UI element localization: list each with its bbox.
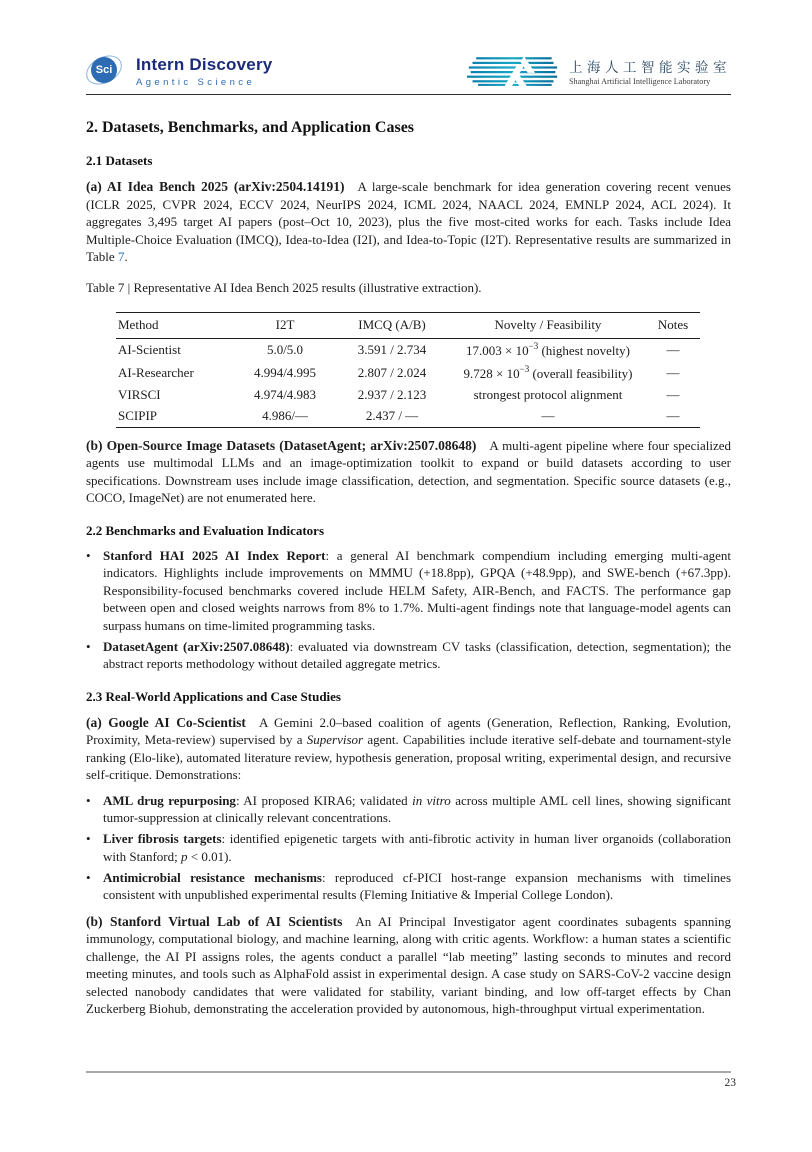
page-header — [86, 50, 731, 92]
paragraph-text: A multi-agent pipeline where four specialized agents use multimodal LLMs and an image-optimization toolkit to expand or build datasets according to user specifications. Downstream uses include image classification, detection, and segmentation. Specific source datasets (e.g., COCO, ImageNet) are not enumerated here. — [86, 437, 731, 505]
list-item — [86, 869, 731, 904]
table-caption: Table 7 | Representative AI Idea Bench 2025 results (illustrative extraction). — [86, 279, 482, 295]
cell-notes: — — [666, 387, 680, 402]
list-item-text: : identified epigenetic targets with anti-fibrotic activity in human liver organoids (collaboration with Stanford; — [103, 831, 731, 864]
lab-name-chinese: 上海人工智能实验室 — [569, 60, 731, 75]
subsection-2-1-heading: 2.1 Datasets — [86, 153, 153, 168]
cell-i2t: 4.974/4.983 — [253, 387, 317, 402]
cell-notes: — — [666, 342, 680, 357]
col-header-notes: Notes — [646, 312, 700, 338]
col-header-novelty: Novelty / Feasibility — [450, 312, 646, 338]
paragraph-text: agent. Capabilities include iterative self-debate and tournament-style ranking (Elo-like), automated literature review, hypothesis generation, proposal writing, experimental design, and recursive self-critique. Demonstrations: — [86, 732, 731, 782]
list-item-text: : evaluated via downstream CV tasks (classification, detection, segmentation); the abstract reports methodology without detailed aggregate metrics. — [103, 638, 731, 671]
section-title: 2. Datasets, Benchmarks, and Application Cases — [86, 119, 415, 136]
cell-novelty: — — [541, 408, 555, 423]
paragraph-lead: (a) AI Idea Bench 2025 (arXiv:2504.14191) — [86, 179, 345, 194]
paragraph-text: An AI Principal Investigator agent coordinates subagents spanning immunology, computational biology, and machine learning, along with critic agents. Workflow: a human states a scientific challenge, the AI PI assigns roles, the agents conduct a parallel “lab meeting” lasting seconds to minutes and record meeting minutes, and tools such as AlphaFold assist in experimental design. A case study on SARS-CoV-2 vaccine design selected nanobody candidates that were validated for stability, variant binding, and low off-target effects by Chan Zuckerberg Biohub, demonstrating the acceleration provided by autonomous, high-throughput virtual experimentation. — [86, 913, 731, 1016]
table-row — [116, 406, 700, 428]
list-item — [86, 638, 731, 673]
subsection-2-3-heading: 2.3 Real-World Applications and Case Studies — [86, 688, 341, 704]
list-item — [86, 792, 731, 827]
list-item-text: : AI proposed KIRA6; validated — [235, 792, 413, 808]
cell-i2t: 4.986/— — [262, 408, 308, 423]
list-item-lead: AML drug repurposing — [103, 792, 236, 808]
paragraph-stanford-virtual-lab — [86, 913, 731, 1018]
results-table — [116, 312, 700, 428]
paragraph-lead: (b) Open-Source Image Datasets (DatasetAgent; arXiv:2507.08648) — [86, 437, 477, 453]
cell-notes: — — [666, 408, 680, 423]
paragraph-lead: (b) Stanford Virtual Lab of AI Scientists — [86, 913, 343, 929]
cell-novelty: strongest protocol alignment — [473, 387, 623, 402]
table-row — [116, 338, 700, 362]
table-header-row — [116, 312, 700, 338]
italic-term: in vitro — [412, 792, 451, 808]
col-header-imcq: IMCQ (A/B) — [334, 312, 450, 338]
cell-notes: — — [666, 365, 680, 380]
list-item-text: : a general AI benchmark compendium including emerging multi-agent indicators. Highlights include improvements on MMMU (+18.8pp), GPQA (+48.9pp), and SWE-bench (+67.3pp). Responsibility-focused benchmarks covered include HELM Safety, AIR-Bench, and FACTS. The performance gap between open and closed weights narrows from 8% to 1.7%. Multi-agent findings note that language-model agents can surpass humans on time-limited programming tasks. — [103, 547, 731, 633]
cell-method: AI-Scientist — [118, 342, 181, 357]
demonstrations-list — [86, 792, 731, 904]
table-row — [116, 362, 700, 385]
lab-name-english: Shanghai Artificial Intelligence Laboratory — [569, 77, 711, 86]
italic-term: Supervisor — [306, 732, 364, 747]
italic-term: p — [181, 848, 188, 864]
col-header-method: Method — [116, 312, 236, 338]
cell-method: AI-Researcher — [118, 365, 194, 380]
footer-divider — [86, 1071, 731, 1073]
sci-orbit-icon — [86, 53, 126, 89]
col-header-i2t: I2T — [236, 312, 334, 338]
page-number: 23 — [724, 1077, 736, 1089]
cell-novelty: $17.003 \times 10^{-3}$ (highest novelty) — [466, 341, 630, 358]
list-item-text: across multiple AML cell lines, showing significant tumor-suppression at clinically relevant concentrations. — [103, 792, 731, 825]
paragraph-lead: (a) Google AI Co-Scientist — [86, 714, 246, 730]
list-item-lead: DatasetAgent (arXiv:2507.08648) — [103, 638, 290, 654]
table-7-link[interactable]: 7 — [117, 249, 125, 264]
paragraph-ai-idea-bench — [86, 178, 731, 266]
list-item — [86, 547, 731, 635]
brand-title: Intern Discovery — [136, 54, 273, 74]
paragraph-google-co-scientist — [86, 714, 731, 784]
benchmarks-list — [86, 547, 731, 673]
list-item-lead: Liver fibrosis targets — [103, 831, 222, 846]
list-item — [86, 830, 731, 865]
brand-subtitle: Agentic Science — [136, 76, 256, 88]
paragraph-text: A large-scale benchmark for idea generation covering recent venues (ICLR 2025, CVPR 2024, ECCV 2024, NeurIPS 2024, ICML 2024, NAACL 2024, EMNLP 2024, ACL 2024). It aggregates 3,495 target AI papers (post–Oct 10, 2023), plus the five most-cited works for each. Tasks include Idea Multiple-Choice Evaluation (IMCQ), Idea-to-Idea (I2I), and Idea-to-Topic (I2T). Representative results are summarized in Table — [86, 179, 731, 264]
list-item-lead: Antimicrobial resistance mechanisms — [103, 869, 322, 885]
cell-imcq: 2.807 / 2.024 — [357, 365, 427, 380]
table-row — [116, 385, 700, 406]
intern-discovery-logo — [86, 53, 272, 89]
lab-stripes-icon — [467, 54, 559, 88]
cell-i2t: 4.994/4.995 — [253, 365, 317, 380]
subsection-2-2-heading: 2.2 Benchmarks and Evaluation Indicators — [86, 522, 325, 538]
cell-imcq: 2.437 / — — [365, 408, 419, 423]
cell-imcq: 2.937 / 2.123 — [357, 387, 427, 402]
cell-method: VIRSCI — [118, 387, 161, 402]
paragraph-text-end: . — [124, 249, 128, 264]
cell-novelty: $9.728 \times 10^{-3}$ (overall feasibility) — [463, 364, 633, 381]
cell-imcq: 3.591 / 2.734 — [357, 342, 427, 357]
list-item-text: < 0.01). — [187, 848, 232, 864]
shanghai-ai-lab-logo — [467, 54, 731, 88]
sci-badge: Sci — [91, 57, 117, 83]
cell-i2t: 5.0/5.0 — [266, 342, 304, 357]
cell-method: SCIPIP — [118, 408, 158, 423]
paragraph-dataset-agent — [86, 437, 731, 507]
paragraph-text: A Gemini 2.0–based coalition of agents (Generation, Reflection, Ranking, Evolution, Proximity, Meta-review) supervised by a — [86, 714, 731, 747]
header-divider — [86, 94, 731, 95]
list-item-text: : reproduced cf-PICI host-range expansion mechanisms with timelines consistent with unpublished experimental results (Fleming Initiative & Imperial College London). — [103, 869, 732, 902]
list-item-lead: Stanford HAI 2025 AI Index Report — [103, 547, 326, 563]
